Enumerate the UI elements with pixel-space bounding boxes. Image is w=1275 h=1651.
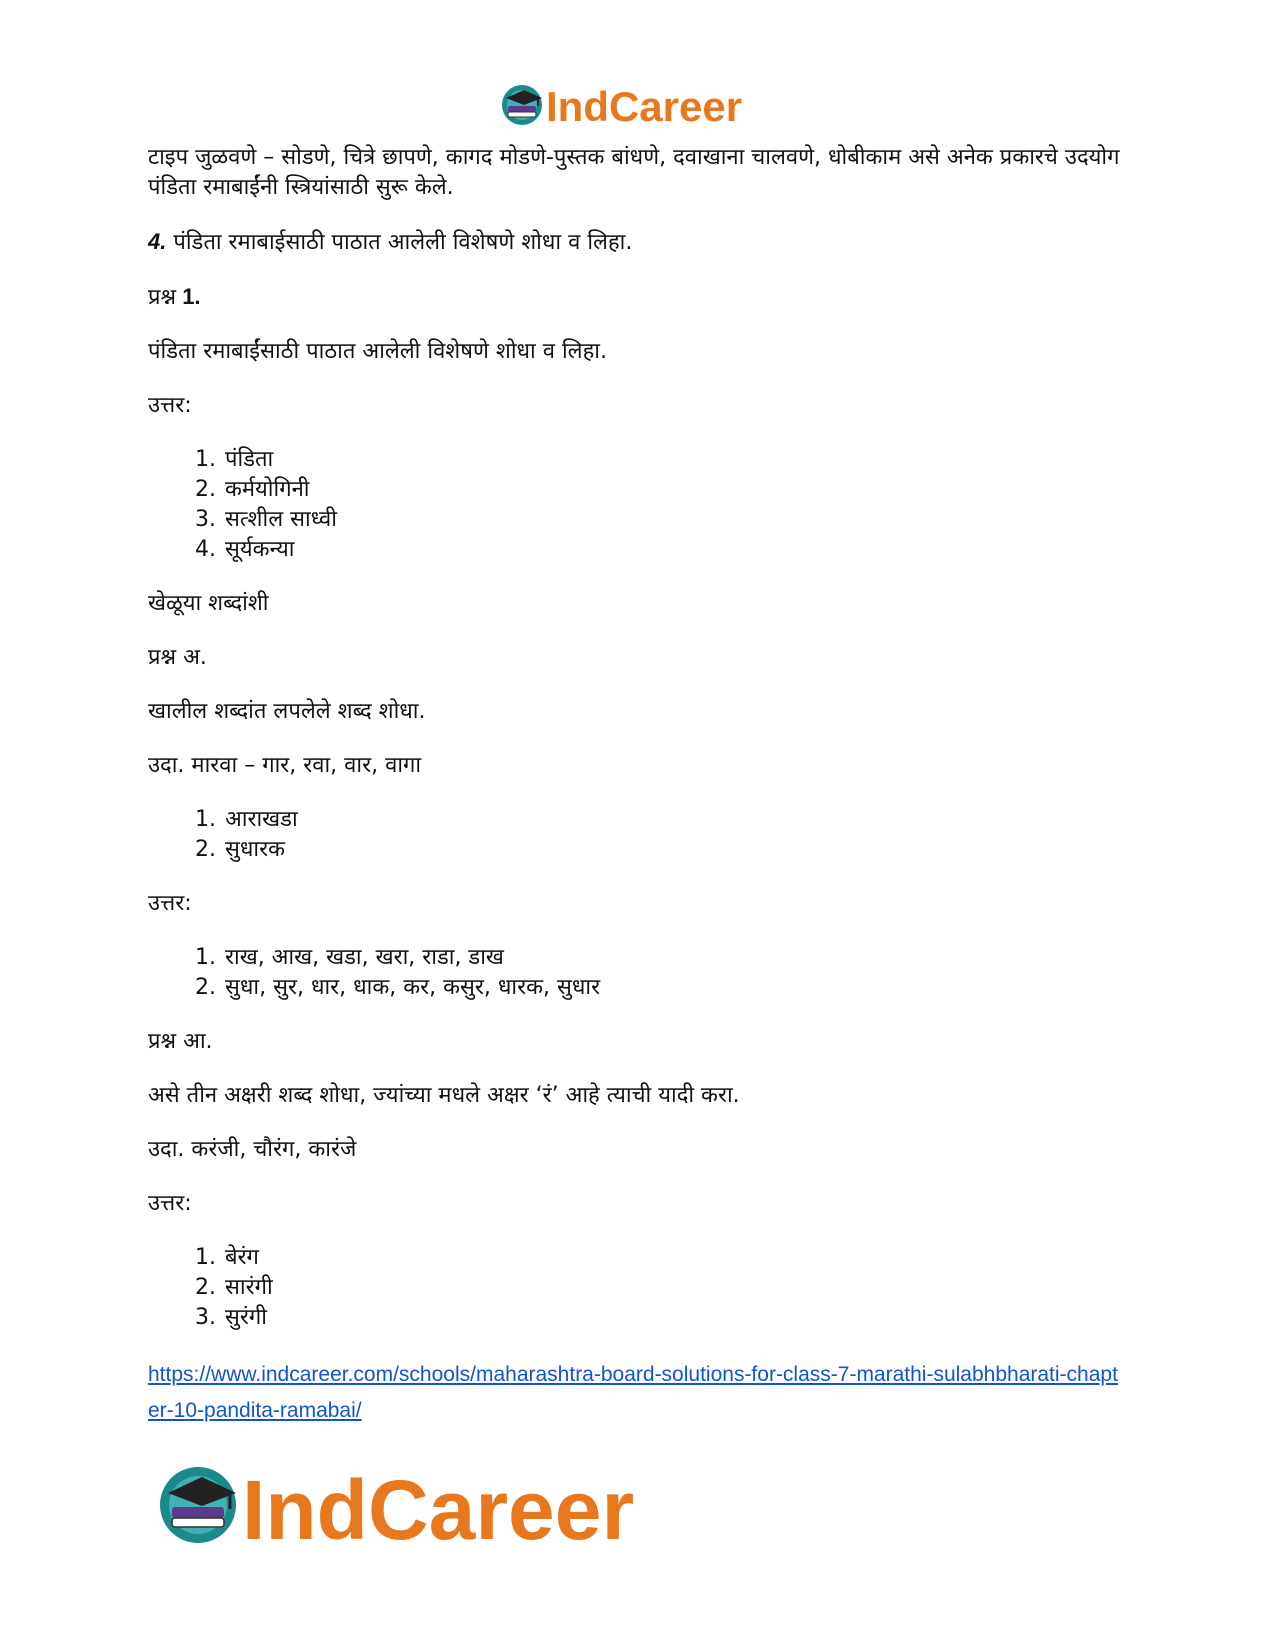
list-item: 3. सत्शील साध्वी bbox=[223, 505, 1133, 535]
prashna-a-heading: प्रश्न अ. bbox=[148, 645, 207, 670]
graduation-cap-book-icon bbox=[160, 1467, 236, 1543]
prashna-1-heading bbox=[148, 282, 1133, 313]
list-item: 1. राख, आख, खडा, खरा, राडा, डाख bbox=[223, 943, 1133, 973]
answer-label-1: उत्तर: bbox=[148, 393, 192, 418]
list-item: 2. कर्मयोगिनी bbox=[223, 475, 1133, 505]
prashna-aa-heading: प्रश्न आ. bbox=[148, 1029, 213, 1054]
answer-label-3: उत्तर: bbox=[148, 1191, 192, 1216]
list-item: 2. सुधारक bbox=[223, 835, 1133, 865]
question-a-text: खालील शब्दांत लपलेले शब्द शोधा. bbox=[148, 699, 426, 724]
answer-label-2: उत्तर: bbox=[148, 891, 192, 916]
list-item: 3. सुरंगी bbox=[223, 1303, 1133, 1333]
header-logo-text: IndCareer bbox=[546, 83, 743, 130]
question-1-text: पंडिता रमाबाईंसाठी पाठात आलेली विशेषणे शोधा व लिहा. bbox=[148, 339, 607, 364]
graduation-cap-book-icon bbox=[502, 85, 542, 125]
footer-logo-text: IndCareer bbox=[242, 1463, 635, 1555]
list-item: 4. सूर्यकन्या bbox=[223, 535, 1133, 565]
answers-aa-list bbox=[148, 1243, 1133, 1333]
list-item: 1. पंडिता bbox=[223, 445, 1133, 475]
footer-logo bbox=[158, 1455, 698, 1555]
source-link[interactable]: https://www.indcareer.com/schools/maharashtra-board-solutions-for-class-7-marathi-sulabhbharati-chapter-10-pandita-ramabai/ bbox=[148, 1363, 1118, 1422]
answers-1-list bbox=[148, 445, 1133, 565]
example-a: उदा. मारवा – गार, रवा, वार, वागा bbox=[148, 753, 422, 778]
list-item: 2. सुधा, सुर, धार, धाक, कर, कसुर, धारक, सुधार bbox=[223, 973, 1133, 1003]
section-heading: खेळूया शब्दांशी bbox=[148, 591, 269, 616]
example-aa: उदा. करंजी, चौरंग, कारंजे bbox=[148, 1137, 357, 1162]
question-4-number: 4. bbox=[148, 229, 167, 254]
header-logo bbox=[500, 78, 780, 132]
question-4 bbox=[148, 227, 1133, 258]
list-item: 1. बेरंग bbox=[223, 1243, 1133, 1273]
list-item: 2. सारंगी bbox=[223, 1273, 1133, 1303]
prashna-1-number: 1. bbox=[176, 284, 201, 309]
answers-a-list bbox=[148, 943, 1133, 1003]
document-body bbox=[148, 143, 1133, 1429]
question-aa-text: असे तीन अक्षरी शब्द शोधा, ज्यांच्या मधले अक्षर ‘रं’ आहे त्याची यादी करा. bbox=[148, 1083, 740, 1108]
intro-paragraph: टाइप जुळवणे – सोडणे, चित्रे छापणे, कागद मोडणे-पुस्तक बांधणे, दवाखाना चालवणे, धोबीकाम असे अनेक प्रकारचे उदयोग पंडिता रमाबाईंनी स्त्रियांसाठी सुरू केले. bbox=[148, 145, 1120, 200]
prashna-label: प्रश्न bbox=[148, 285, 177, 310]
list-item: 1. आराखडा bbox=[223, 805, 1133, 835]
question-4-text: पंडिता रमाबाईसाठी पाठात आलेली विशेषणे शोधा व लिहा. bbox=[166, 230, 633, 255]
items-a-list bbox=[148, 805, 1133, 865]
